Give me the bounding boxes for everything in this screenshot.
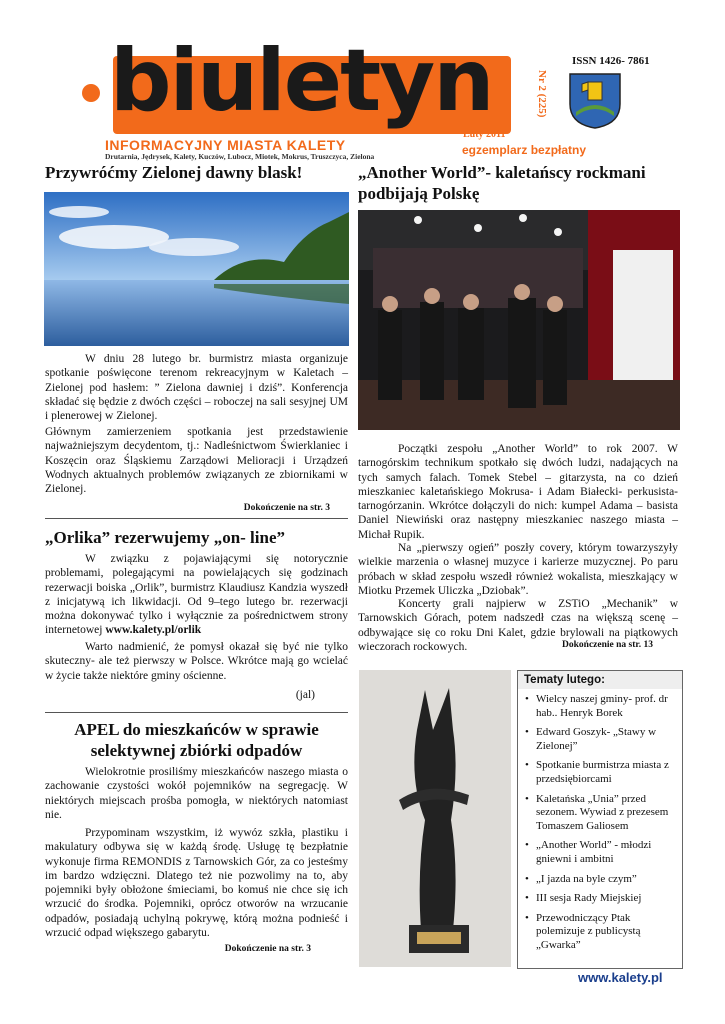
- band-paragraph-2: Na „pierwszy ogień” poszły covery, którym towarzyszyły wielkie marzenia o własnej muzyce i karierze muzycznej. Po paru próbach w skład zespołu wszedł również wokalista, mieszkający w Miotku Przemek Uliczka „Dziobak”.: [358, 542, 678, 597]
- topic-item[interactable]: • „Another World” - młodzi gniewni i ambitni: [524, 839, 678, 866]
- topic-item[interactable]: • III sesja Rady Miejskiej: [524, 892, 678, 906]
- band-photo: [358, 210, 680, 430]
- apel-paragraph-1: Wielokrotnie prosiliśmy mieszkańców naszego miasta o zachowanie czystości wokół pojemników na segregację. W niektórych miejscach prośba pomogła, w niektórych natomiast nie.: [45, 766, 348, 821]
- town-crest-icon: [568, 72, 622, 130]
- topics-box: [517, 670, 683, 969]
- topic-item[interactable]: • Edward Goszyk- „Stawy w Zielonej”: [524, 726, 678, 753]
- band-continued-note: Dokończenie na str. 13: [562, 640, 653, 650]
- village-list: Drutarnia, Jędrysek, Kalety, Kuczów, Lubocz, Miotek, Mokrus, Truszczyca, Zielona: [105, 152, 375, 161]
- zielona-paragraph-1: W dniu 28 lutego br. burmistrz miasta organizuje spotkanie poświęcone terenom rekreacyjnym w Kaletach – Zielonej pod hasłem: ” Zielona dawniej i dziś”. Konferencja składać się będzie z dwóch części – roboczej na sali sesyjnej UM i plenerowej w Zielonej.: [45, 353, 348, 423]
- band-paragraph-1: Początki zespołu „Another World” to rok 2007. W tarnogórskim technikum spotkało się dwóch ludzi, nadających na tych samych falach. Tomek Stebel – gitarzysta, na co dzień mieszkaniec kaletańskiego Mokrusa- i Adam Białecki- perkusista- tarnogórzanin. Wkrótce dołączyli do nich: kumpel Adama – basista Daniel Niewiński oraz następny mieszkaniec naszego miasta – Michał Rupik.: [358, 443, 678, 541]
- orlik-paragraph-2: Warto nadmienić, że pomysł okazał się być nie tylko skuteczny- ale też pierwszy w Polsce. Wkrótce mają go wcielać w życie także niektóre gminy ościenne.: [45, 641, 348, 682]
- orlik-link[interactable]: www.kalety.pl/orlik: [105, 624, 202, 637]
- bullet-dot-icon: [82, 84, 100, 102]
- orlik-paragraph-1: W związku z pojawiającymi się notorycznie problemami, polegającymi na powielających się godzinach rezerwacji boiska „Orlik”, burmistrz Klaudiusz Kandzia wyszedł z inicjatywą ich likwidacji. Od 9–tego lutego br. rezerwacji można dokonywać tylko i wyłącznie za pośrednictwem strony internetowej www.kalety.pl/orlik: [45, 553, 348, 637]
- apel-paragraph-2: Przypominam wszystkim, iż wywóz szkła, plastiku i makulatury odbywa się w każdą środę. Usługę tę bezpłatnie wykonuje firma REMONDIS z Tarnowskich Gór, za co jesteśmy im bardzo wdzięczni. Dlatego też nie pozwolimy na to, aby pojemniki były obłożone śmieciami, bo komuś nie chce się ich wrzucić do środka. Pojemniki, oprócz otworów na wrzucanie odpadów, posiadają uchylną pokrywę, którą można podnieść i wrzucić odpad większego gabarytu.: [45, 827, 348, 940]
- topic-item[interactable]: • Wielcy naszej gminy- prof. dr hab.. Henryk Borek: [524, 693, 678, 720]
- zielona-continued-note: Dokończenie na str. 3: [243, 503, 330, 513]
- issue-date: Luty 2011: [463, 129, 506, 140]
- topics-list: [518, 693, 682, 953]
- award-statue-photo: [359, 670, 511, 967]
- website-link[interactable]: www.kalety.pl: [578, 970, 663, 985]
- orlik-author: (jal): [295, 689, 315, 701]
- divider: [45, 712, 348, 713]
- headline-zielona: Przywróćmy Zielonej dawny blask!: [45, 163, 303, 182]
- topics-title: Tematy lutego:: [518, 671, 682, 689]
- apel-continued-note: Dokończenie na str. 3: [224, 944, 311, 954]
- topic-item[interactable]: • Kaletańska „Unia” przed sezonem. Wywiad z prezesem Tomaszem Galiosem: [524, 793, 678, 834]
- newsletter-title: biuletyn: [110, 31, 493, 131]
- zielona-paragraph-2: Głównym zamierzeniem spotkania jest przedstawienie najważniejszym decydentom, tj.: Nadleśnictwom Świerklaniec i Koszęcin oraz Śląskiemu Zarządowi Melioracji i Urządzeń Wodnych aktualnych problemów związanych ze zbiornikami w Zielonej.: [45, 426, 348, 496]
- headline-apel: APEL do mieszkańców w sprawie selektywnej zbiórki odpadów: [74, 720, 319, 760]
- masthead: [0, 0, 725, 165]
- headline-orlik: „Orlika” rezerwujemy „on- line”: [45, 528, 286, 547]
- headline-band: „Another World”- kaletańscy rockmani podbijają Polskę: [358, 163, 646, 203]
- issue-number: Nr 2 (225): [536, 70, 548, 118]
- topic-item[interactable]: • „I jazda na byle czym”: [524, 873, 678, 887]
- lake-photo: [44, 192, 349, 346]
- divider: [45, 518, 348, 519]
- topic-item[interactable]: • Przewodniczący Ptak polemizuje z publicystą „Gwarka”: [524, 912, 678, 953]
- band-paragraph-3: Koncerty grali najpierw w ZSTiO „Mechanik” w Tarnowskich Górach, potem nadszedł czas na większą scenę – odbywające się co roku Dni Kalet, gdzie brylowali na piątkowych wieczorach rockowych.: [358, 598, 678, 653]
- free-copy-label: egzemplarz bezpłatny: [462, 143, 587, 157]
- topic-item[interactable]: • Spotkanie burmistrza miasta z przedsiębiorcami: [524, 759, 678, 786]
- newsletter-subtitle: INFORMACYJNY MIASTA KALETY: [105, 137, 346, 153]
- issn-number: ISSN 1426- 7861: [572, 55, 650, 67]
